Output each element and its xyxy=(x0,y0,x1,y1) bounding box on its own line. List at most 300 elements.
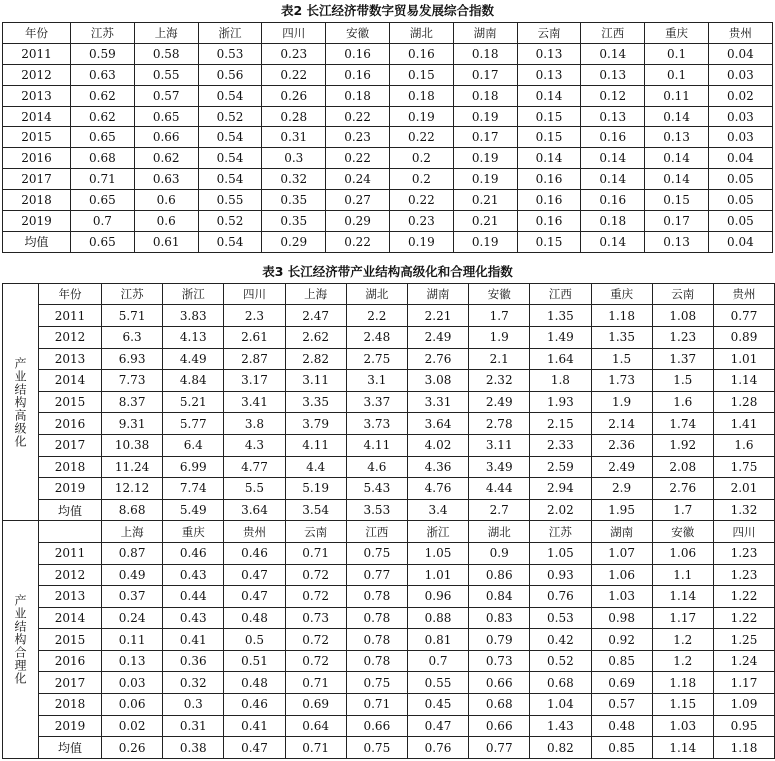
value-cell: 3.4 xyxy=(407,499,468,521)
value-cell: 1.24 xyxy=(713,650,774,672)
value-cell: 0.66 xyxy=(469,672,530,694)
value-cell: 1.74 xyxy=(652,413,713,435)
value-cell: 2.82 xyxy=(285,348,346,370)
value-cell: 0.04 xyxy=(708,148,772,169)
column-header: 江西 xyxy=(581,23,645,44)
value-cell: 0.15 xyxy=(517,127,581,148)
value-cell: 2.94 xyxy=(530,478,591,500)
column-header: 江西 xyxy=(346,521,407,543)
value-cell: 0.65 xyxy=(71,127,135,148)
value-cell: 0.64 xyxy=(285,715,346,737)
value-cell: 0.15 xyxy=(517,231,581,252)
column-header: 上海 xyxy=(285,283,346,305)
value-cell: 1.35 xyxy=(530,305,591,327)
value-cell: 0.61 xyxy=(134,231,198,252)
value-cell: 0.03 xyxy=(708,127,772,148)
table2-header-row xyxy=(3,23,773,44)
table3-section1-header-row xyxy=(3,283,775,305)
value-cell: 0.03 xyxy=(102,672,163,694)
row-year-cell: 2011 xyxy=(39,542,102,564)
row-year-cell: 2018 xyxy=(3,190,71,211)
value-cell: 0.21 xyxy=(453,211,517,232)
value-cell: 0.69 xyxy=(285,694,346,716)
value-cell: 0.68 xyxy=(530,672,591,694)
table-row xyxy=(3,370,775,392)
value-cell: 1.2 xyxy=(652,629,713,651)
row-year-cell: 2016 xyxy=(39,413,102,435)
value-cell: 2.01 xyxy=(713,478,774,500)
row-year-cell: 2012 xyxy=(3,64,71,85)
column-header: 云南 xyxy=(517,23,581,44)
value-cell: 1.06 xyxy=(591,564,652,586)
value-cell: 0.76 xyxy=(407,737,468,759)
column-header: 湖南 xyxy=(407,283,468,305)
value-cell: 0.62 xyxy=(134,148,198,169)
column-header: 安徽 xyxy=(326,23,390,44)
value-cell: 5.5 xyxy=(224,478,285,500)
value-cell: 0.73 xyxy=(469,650,530,672)
value-cell: 0.43 xyxy=(163,564,224,586)
value-cell: 1.25 xyxy=(713,629,774,651)
value-cell: 0.63 xyxy=(71,64,135,85)
table-row xyxy=(3,169,773,190)
column-header: 江西 xyxy=(530,283,591,305)
value-cell: 0.85 xyxy=(591,650,652,672)
column-header: 云南 xyxy=(652,283,713,305)
value-cell: 4.6 xyxy=(346,456,407,478)
row-year-cell: 2019 xyxy=(3,211,71,232)
value-cell: 2.36 xyxy=(591,434,652,456)
row-year-cell: 2017 xyxy=(3,169,71,190)
value-cell: 0.2 xyxy=(389,148,453,169)
value-cell: 1.92 xyxy=(652,434,713,456)
value-cell: 0.65 xyxy=(71,190,135,211)
value-cell: 0.83 xyxy=(469,607,530,629)
value-cell: 1.18 xyxy=(591,305,652,327)
value-cell: 0.22 xyxy=(326,148,390,169)
value-cell: 0.03 xyxy=(708,106,772,127)
table3 xyxy=(2,283,775,759)
table-row xyxy=(3,127,773,148)
value-cell: 1.64 xyxy=(530,348,591,370)
row-year-cell: 2012 xyxy=(39,326,102,348)
value-cell: 3.11 xyxy=(285,370,346,392)
value-cell: 0.48 xyxy=(591,715,652,737)
value-cell: 0.13 xyxy=(517,64,581,85)
table-row xyxy=(3,305,775,327)
value-cell: 6.3 xyxy=(102,326,163,348)
value-cell: 8.68 xyxy=(102,499,163,521)
value-cell: 1.35 xyxy=(591,326,652,348)
row-year-cell: 均值 xyxy=(39,737,102,759)
value-cell: 0.53 xyxy=(198,43,262,64)
row-year-cell: 2014 xyxy=(3,106,71,127)
value-cell: 0.05 xyxy=(708,211,772,232)
value-cell: 0.26 xyxy=(102,737,163,759)
value-cell: 0.05 xyxy=(708,169,772,190)
value-cell: 3.37 xyxy=(346,391,407,413)
value-cell: 0.02 xyxy=(102,715,163,737)
value-cell: 4.49 xyxy=(163,348,224,370)
column-header: 浙江 xyxy=(198,23,262,44)
value-cell: 2.62 xyxy=(285,326,346,348)
value-cell: 0.14 xyxy=(645,169,709,190)
value-cell: 0.29 xyxy=(262,231,326,252)
value-cell: 5.43 xyxy=(346,478,407,500)
value-cell: 9.31 xyxy=(102,413,163,435)
table2 xyxy=(2,22,773,253)
table-row xyxy=(3,607,775,629)
value-cell: 0.17 xyxy=(453,64,517,85)
value-cell: 0.1 xyxy=(645,64,709,85)
value-cell: 1.23 xyxy=(713,564,774,586)
column-header: 重庆 xyxy=(591,283,652,305)
value-cell: 0.14 xyxy=(581,43,645,64)
column-header: 安徽 xyxy=(469,283,530,305)
column-header: 湖南 xyxy=(453,23,517,44)
value-cell: 0.15 xyxy=(389,64,453,85)
value-cell: 0.43 xyxy=(163,607,224,629)
value-cell: 2.02 xyxy=(530,499,591,521)
value-cell: 1.1 xyxy=(652,564,713,586)
value-cell: 4.76 xyxy=(407,478,468,500)
value-cell: 0.51 xyxy=(224,650,285,672)
value-cell: 0.47 xyxy=(224,737,285,759)
value-cell: 0.11 xyxy=(645,85,709,106)
table-row xyxy=(3,64,773,85)
value-cell: 0.77 xyxy=(346,564,407,586)
value-cell: 0.26 xyxy=(262,85,326,106)
value-cell: 1.23 xyxy=(652,326,713,348)
value-cell: 1.7 xyxy=(652,499,713,521)
value-cell: 0.52 xyxy=(530,650,591,672)
value-cell: 0.18 xyxy=(453,43,517,64)
value-cell: 0.18 xyxy=(389,85,453,106)
column-header: 年份 xyxy=(39,283,102,305)
value-cell: 0.62 xyxy=(71,85,135,106)
column-header: 安徽 xyxy=(652,521,713,543)
value-cell: 0.35 xyxy=(262,190,326,211)
row-year-cell: 2016 xyxy=(39,650,102,672)
value-cell: 0.16 xyxy=(389,43,453,64)
value-cell: 0.05 xyxy=(708,190,772,211)
value-cell: 2.49 xyxy=(591,456,652,478)
value-cell: 1.2 xyxy=(652,650,713,672)
value-cell: 2.61 xyxy=(224,326,285,348)
value-cell: 4.4 xyxy=(285,456,346,478)
row-year-cell: 2013 xyxy=(39,586,102,608)
row-year-cell: 2017 xyxy=(39,672,102,694)
value-cell: 2.48 xyxy=(346,326,407,348)
value-cell: 0.06 xyxy=(102,694,163,716)
column-header: 湖北 xyxy=(469,521,530,543)
column-header: 四川 xyxy=(224,283,285,305)
value-cell: 0.71 xyxy=(71,169,135,190)
value-cell: 1.9 xyxy=(469,326,530,348)
table-row xyxy=(3,85,773,106)
value-cell: 2.14 xyxy=(591,413,652,435)
value-cell: 0.31 xyxy=(262,127,326,148)
value-cell: 1.28 xyxy=(713,391,774,413)
value-cell: 4.84 xyxy=(163,370,224,392)
table-gap xyxy=(0,253,775,261)
column-header: 上海 xyxy=(102,521,163,543)
value-cell: 1.03 xyxy=(652,715,713,737)
value-cell: 0.12 xyxy=(581,85,645,106)
value-cell: 1.05 xyxy=(530,542,591,564)
value-cell: 2.47 xyxy=(285,305,346,327)
value-cell: 0.75 xyxy=(346,737,407,759)
column-header: 浙江 xyxy=(163,283,224,305)
value-cell: 7.74 xyxy=(163,478,224,500)
value-cell: 0.65 xyxy=(134,106,198,127)
row-year-cell: 2015 xyxy=(3,127,71,148)
value-cell: 0.68 xyxy=(469,694,530,716)
value-cell: 1.08 xyxy=(652,305,713,327)
row-year-cell: 2014 xyxy=(39,607,102,629)
value-cell: 0.62 xyxy=(71,106,135,127)
value-cell: 0.16 xyxy=(326,64,390,85)
value-cell: 1.5 xyxy=(591,348,652,370)
value-cell: 0.04 xyxy=(708,43,772,64)
value-cell: 3.64 xyxy=(224,499,285,521)
value-cell: 0.23 xyxy=(326,127,390,148)
table-row xyxy=(3,478,775,500)
value-cell: 0.6 xyxy=(134,211,198,232)
value-cell: 1.14 xyxy=(652,586,713,608)
value-cell: 0.71 xyxy=(285,737,346,759)
value-cell: 4.77 xyxy=(224,456,285,478)
table-row xyxy=(3,650,775,672)
value-cell: 10.38 xyxy=(102,434,163,456)
value-cell: 0.93 xyxy=(530,564,591,586)
row-year-cell: 均值 xyxy=(3,231,71,252)
value-cell: 0.54 xyxy=(198,169,262,190)
value-cell: 1.14 xyxy=(713,370,774,392)
value-cell: 4.44 xyxy=(469,478,530,500)
value-cell: 2.3 xyxy=(224,305,285,327)
value-cell: 2.76 xyxy=(652,478,713,500)
value-cell: 0.15 xyxy=(645,190,709,211)
value-cell: 1.17 xyxy=(652,607,713,629)
value-cell: 0.54 xyxy=(198,148,262,169)
value-cell: 0.2 xyxy=(389,169,453,190)
value-cell: 0.89 xyxy=(713,326,774,348)
value-cell: 0.17 xyxy=(453,127,517,148)
value-cell: 0.86 xyxy=(469,564,530,586)
value-cell: 2.15 xyxy=(530,413,591,435)
row-year-cell: 2013 xyxy=(39,348,102,370)
value-cell: 0.7 xyxy=(407,650,468,672)
value-cell: 1.49 xyxy=(530,326,591,348)
value-cell: 0.21 xyxy=(453,190,517,211)
value-cell: 3.83 xyxy=(163,305,224,327)
value-cell: 1.8 xyxy=(530,370,591,392)
value-cell: 1.04 xyxy=(530,694,591,716)
value-cell: 0.03 xyxy=(708,64,772,85)
value-cell: 0.28 xyxy=(262,106,326,127)
value-cell: 0.16 xyxy=(517,169,581,190)
value-cell: 0.7 xyxy=(71,211,135,232)
value-cell: 0.16 xyxy=(581,190,645,211)
value-cell: 0.18 xyxy=(581,211,645,232)
value-cell: 2.78 xyxy=(469,413,530,435)
table-row xyxy=(3,434,775,456)
value-cell: 0.23 xyxy=(389,211,453,232)
value-cell: 0.57 xyxy=(591,694,652,716)
value-cell: 0.19 xyxy=(389,106,453,127)
value-cell: 0.88 xyxy=(407,607,468,629)
value-cell: 12.12 xyxy=(102,478,163,500)
value-cell: 1.17 xyxy=(713,672,774,694)
value-cell: 0.77 xyxy=(713,305,774,327)
value-cell: 3.8 xyxy=(224,413,285,435)
table-row xyxy=(3,737,775,759)
table-row xyxy=(3,106,773,127)
column-header: 浙江 xyxy=(407,521,468,543)
column-header: 湖北 xyxy=(346,283,407,305)
value-cell: 0.32 xyxy=(163,672,224,694)
column-header: 湖南 xyxy=(591,521,652,543)
value-cell: 0.56 xyxy=(198,64,262,85)
value-cell: 0.3 xyxy=(262,148,326,169)
section-label: 产业结构高级化 xyxy=(3,283,39,521)
value-cell: 3.41 xyxy=(224,391,285,413)
value-cell: 2.75 xyxy=(346,348,407,370)
table-row xyxy=(3,148,773,169)
value-cell: 0.13 xyxy=(581,106,645,127)
column-header: 云南 xyxy=(285,521,346,543)
row-year-cell: 均值 xyxy=(39,499,102,521)
value-cell: 1.5 xyxy=(652,370,713,392)
value-cell: 0.11 xyxy=(102,629,163,651)
column-header: 湖北 xyxy=(389,23,453,44)
value-cell: 0.41 xyxy=(163,629,224,651)
value-cell: 6.4 xyxy=(163,434,224,456)
column-header: 贵州 xyxy=(713,283,774,305)
value-cell: 0.5 xyxy=(224,629,285,651)
value-cell: 0.72 xyxy=(285,629,346,651)
value-cell: 0.14 xyxy=(517,85,581,106)
value-cell: 0.14 xyxy=(581,231,645,252)
value-cell: 0.58 xyxy=(134,43,198,64)
value-cell: 0.66 xyxy=(134,127,198,148)
value-cell: 0.55 xyxy=(407,672,468,694)
value-cell: 0.54 xyxy=(198,231,262,252)
value-cell: 0.77 xyxy=(469,737,530,759)
value-cell: 0.46 xyxy=(224,694,285,716)
value-cell: 1.43 xyxy=(530,715,591,737)
value-cell: 0.52 xyxy=(198,211,262,232)
value-cell: 0.63 xyxy=(134,169,198,190)
value-cell: 0.59 xyxy=(71,43,135,64)
column-header xyxy=(39,521,102,543)
value-cell: 0.75 xyxy=(346,542,407,564)
table-row xyxy=(3,672,775,694)
value-cell: 2.59 xyxy=(530,456,591,478)
value-cell: 0.66 xyxy=(346,715,407,737)
value-cell: 3.08 xyxy=(407,370,468,392)
value-cell: 0.32 xyxy=(262,169,326,190)
table-row xyxy=(3,413,775,435)
value-cell: 4.3 xyxy=(224,434,285,456)
value-cell: 2.33 xyxy=(530,434,591,456)
value-cell: 3.17 xyxy=(224,370,285,392)
table-row xyxy=(3,694,775,716)
value-cell: 0.84 xyxy=(469,586,530,608)
value-cell: 1.9 xyxy=(591,391,652,413)
value-cell: 0.38 xyxy=(163,737,224,759)
value-cell: 0.16 xyxy=(326,43,390,64)
value-cell: 0.79 xyxy=(469,629,530,651)
section-label: 产业结构合理化 xyxy=(3,521,39,759)
value-cell: 0.22 xyxy=(262,64,326,85)
column-header: 四川 xyxy=(262,23,326,44)
value-cell: 1.73 xyxy=(591,370,652,392)
value-cell: 1.6 xyxy=(713,434,774,456)
value-cell: 0.3 xyxy=(163,694,224,716)
value-cell: 1.18 xyxy=(713,737,774,759)
column-header: 重庆 xyxy=(163,521,224,543)
value-cell: 2.32 xyxy=(469,370,530,392)
value-cell: 1.23 xyxy=(713,542,774,564)
value-cell: 1.6 xyxy=(652,391,713,413)
value-cell: 0.82 xyxy=(530,737,591,759)
value-cell: 4.11 xyxy=(285,434,346,456)
row-year-cell: 2011 xyxy=(3,43,71,64)
value-cell: 5.71 xyxy=(102,305,163,327)
value-cell: 2.87 xyxy=(224,348,285,370)
value-cell: 0.46 xyxy=(224,542,285,564)
value-cell: 6.99 xyxy=(163,456,224,478)
value-cell: 0.1 xyxy=(645,43,709,64)
value-cell: 0.66 xyxy=(469,715,530,737)
value-cell: 0.24 xyxy=(326,169,390,190)
value-cell: 0.46 xyxy=(163,542,224,564)
value-cell: 1.7 xyxy=(469,305,530,327)
column-header: 年份 xyxy=(3,23,71,44)
value-cell: 8.37 xyxy=(102,391,163,413)
value-cell: 0.78 xyxy=(346,607,407,629)
value-cell: 0.85 xyxy=(591,737,652,759)
row-year-cell: 2014 xyxy=(39,370,102,392)
value-cell: 5.77 xyxy=(163,413,224,435)
value-cell: 0.35 xyxy=(262,211,326,232)
value-cell: 0.81 xyxy=(407,629,468,651)
column-header: 贵州 xyxy=(224,521,285,543)
value-cell: 3.1 xyxy=(346,370,407,392)
value-cell: 0.78 xyxy=(346,650,407,672)
value-cell: 1.75 xyxy=(713,456,774,478)
row-year-cell: 2015 xyxy=(39,629,102,651)
row-year-cell: 2019 xyxy=(39,715,102,737)
value-cell: 0.48 xyxy=(224,607,285,629)
value-cell: 0.14 xyxy=(581,148,645,169)
value-cell: 0.14 xyxy=(517,148,581,169)
table-row xyxy=(3,211,773,232)
column-header: 江苏 xyxy=(71,23,135,44)
value-cell: 0.37 xyxy=(102,586,163,608)
value-cell: 0.71 xyxy=(285,542,346,564)
value-cell: 0.75 xyxy=(346,672,407,694)
column-header: 江苏 xyxy=(102,283,163,305)
value-cell: 0.41 xyxy=(224,715,285,737)
row-year-cell: 2012 xyxy=(39,564,102,586)
value-cell: 1.09 xyxy=(713,694,774,716)
table2-title: 表2 长江经济带数字贸易发展综合指数 xyxy=(280,3,495,18)
table-row xyxy=(3,43,773,64)
value-cell: 2.49 xyxy=(469,391,530,413)
